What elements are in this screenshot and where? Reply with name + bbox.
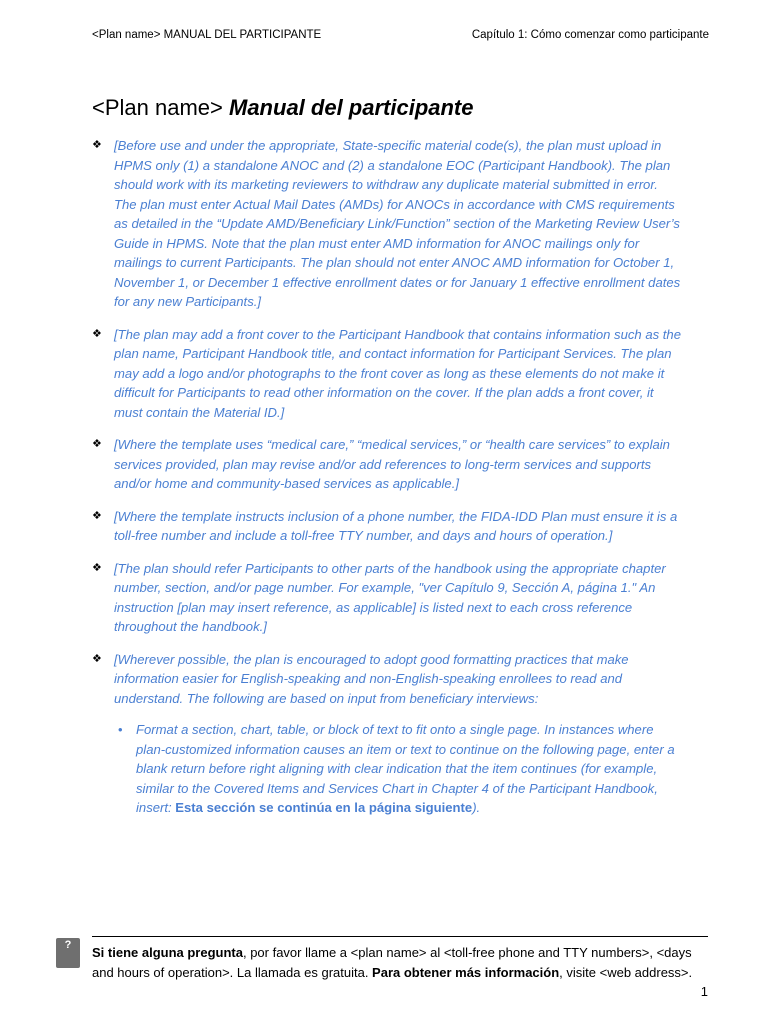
diamond-bullet-icon: ❖: [92, 438, 102, 450]
sub-text: Format a section, chart, table, or block of text to fit onto a single page. In instances where plan-customized information causes an item or text to continue on the following page, enter a blank return before right aligning with clear indication that the item continues (for example, similar to the Covered Items and Services Chart in Chapter 4 of the Participant Handbook, insert:: [136, 722, 675, 815]
footer-text-1: , por favor llame a <plan name> al <toll-free phone and TTY numbers>, <days and hours of operation>. La llamada es gratuita.: [92, 945, 692, 980]
footer-text-2: , visite <web address>.: [559, 964, 693, 980]
sub-bold-text: Esta sección se continúa en la página siguiente: [175, 800, 473, 815]
instruction-text: [Before use and under the appropriate, State-specific material code(s), the plan must upload in HPMS only (1) a standalone ANOC and (2) a standalone EOC (Participant Handbook). The plan should work with its marketing reviewers to withdraw any duplicate material submitted in error. The plan must enter Actual Mail Dates (AMDs) for ANOCs in accordance with CMS requirements as detailed in the “Update AMD/Beneficiary Link/Function” section of the Marketing Review User’s Guide in HPMS. Note that the plan must enter AMD information for ANOC mailings only for mailings to current Participants. The plan should not enter ANOC AMD information for October 1, November 1, or December 1 effective enrollment dates or for January 1 effective enrollment dates for any new Participants.]: [114, 138, 681, 309]
instruction-text: [Where the template instructs inclusion of a phone number, the FIDA-IDD Plan must ensure it is a toll-free number and include a toll-free TTY number, and days and hours of operation.]: [114, 508, 678, 543]
title-main: Manual del participante: [229, 95, 474, 120]
instruction-text: [The plan should refer Participants to other parts of the handbook using the appropriate chapter number, section, and/or page number. For example, "ver Capítulo 9, Sección A, página 1." An instruction [plan may insert reference, as applicable] is listed next to each cross reference throughout the handbook.]: [114, 560, 666, 634]
instruction-list: [92, 136, 682, 831]
footer-bold-question: Si tiene alguna pregunta: [92, 945, 243, 960]
list-item: [92, 507, 682, 546]
diamond-bullet-icon: ❖: [92, 139, 102, 151]
title-prefix: <Plan name>: [92, 95, 223, 120]
list-item: [92, 136, 682, 312]
sub-list-item: [114, 720, 682, 818]
header-left: <Plan name> MANUAL DEL PARTICIPANTE: [92, 29, 322, 41]
sub-end-text: ).: [472, 800, 481, 815]
diamond-bullet-icon: ❖: [92, 561, 102, 574]
list-item: [92, 559, 682, 637]
instruction-text: [Wherever possible, the plan is encouraged to adopt good formatting practices that make information easier for English-speaking and non-English-speaking enrollees to read and understand. The following are based on input from beneficiary interviews:: [114, 651, 629, 706]
footer-divider: [92, 936, 708, 937]
diamond-bullet-icon: ❖: [92, 652, 102, 665]
sub-instruction-text: [136, 720, 682, 818]
header-chapter: Capítulo 1: Cómo comenzar como participante: [471, 29, 709, 41]
question-icon: [56, 938, 80, 968]
diamond-bullet-icon: ❖: [92, 509, 102, 522]
round-bullet-icon: •: [118, 722, 123, 737]
diamond-bullet-icon: ❖: [92, 327, 102, 340]
instruction-text: [The plan may add a front cover to the Participant Handbook that contains information such as the plan name, Participant Handbook title, and contact information for Participant Services. The plan may add a logo and/or photographs to the front cover as long as these elements do not make it difficult for Participants to read other information on the cover. If the plan adds a front cover, it must contain the Material ID.]: [114, 326, 681, 420]
list-item: [92, 650, 682, 818]
question-icon-label: ?: [64, 939, 72, 951]
page-number: 1: [700, 984, 708, 999]
list-item: [92, 325, 682, 423]
footer-bold-info: Para obtener más información: [372, 964, 560, 980]
page-title: [92, 93, 474, 123]
footer-text: [92, 943, 708, 982]
instruction-text: [Where the template uses “medical care,” “medical services,” or “health care services” to explain services provided, plan may revise and/or add references to long-term services and supports and/or home and community-based services as applicable.]: [114, 437, 670, 491]
list-item: [92, 435, 682, 494]
